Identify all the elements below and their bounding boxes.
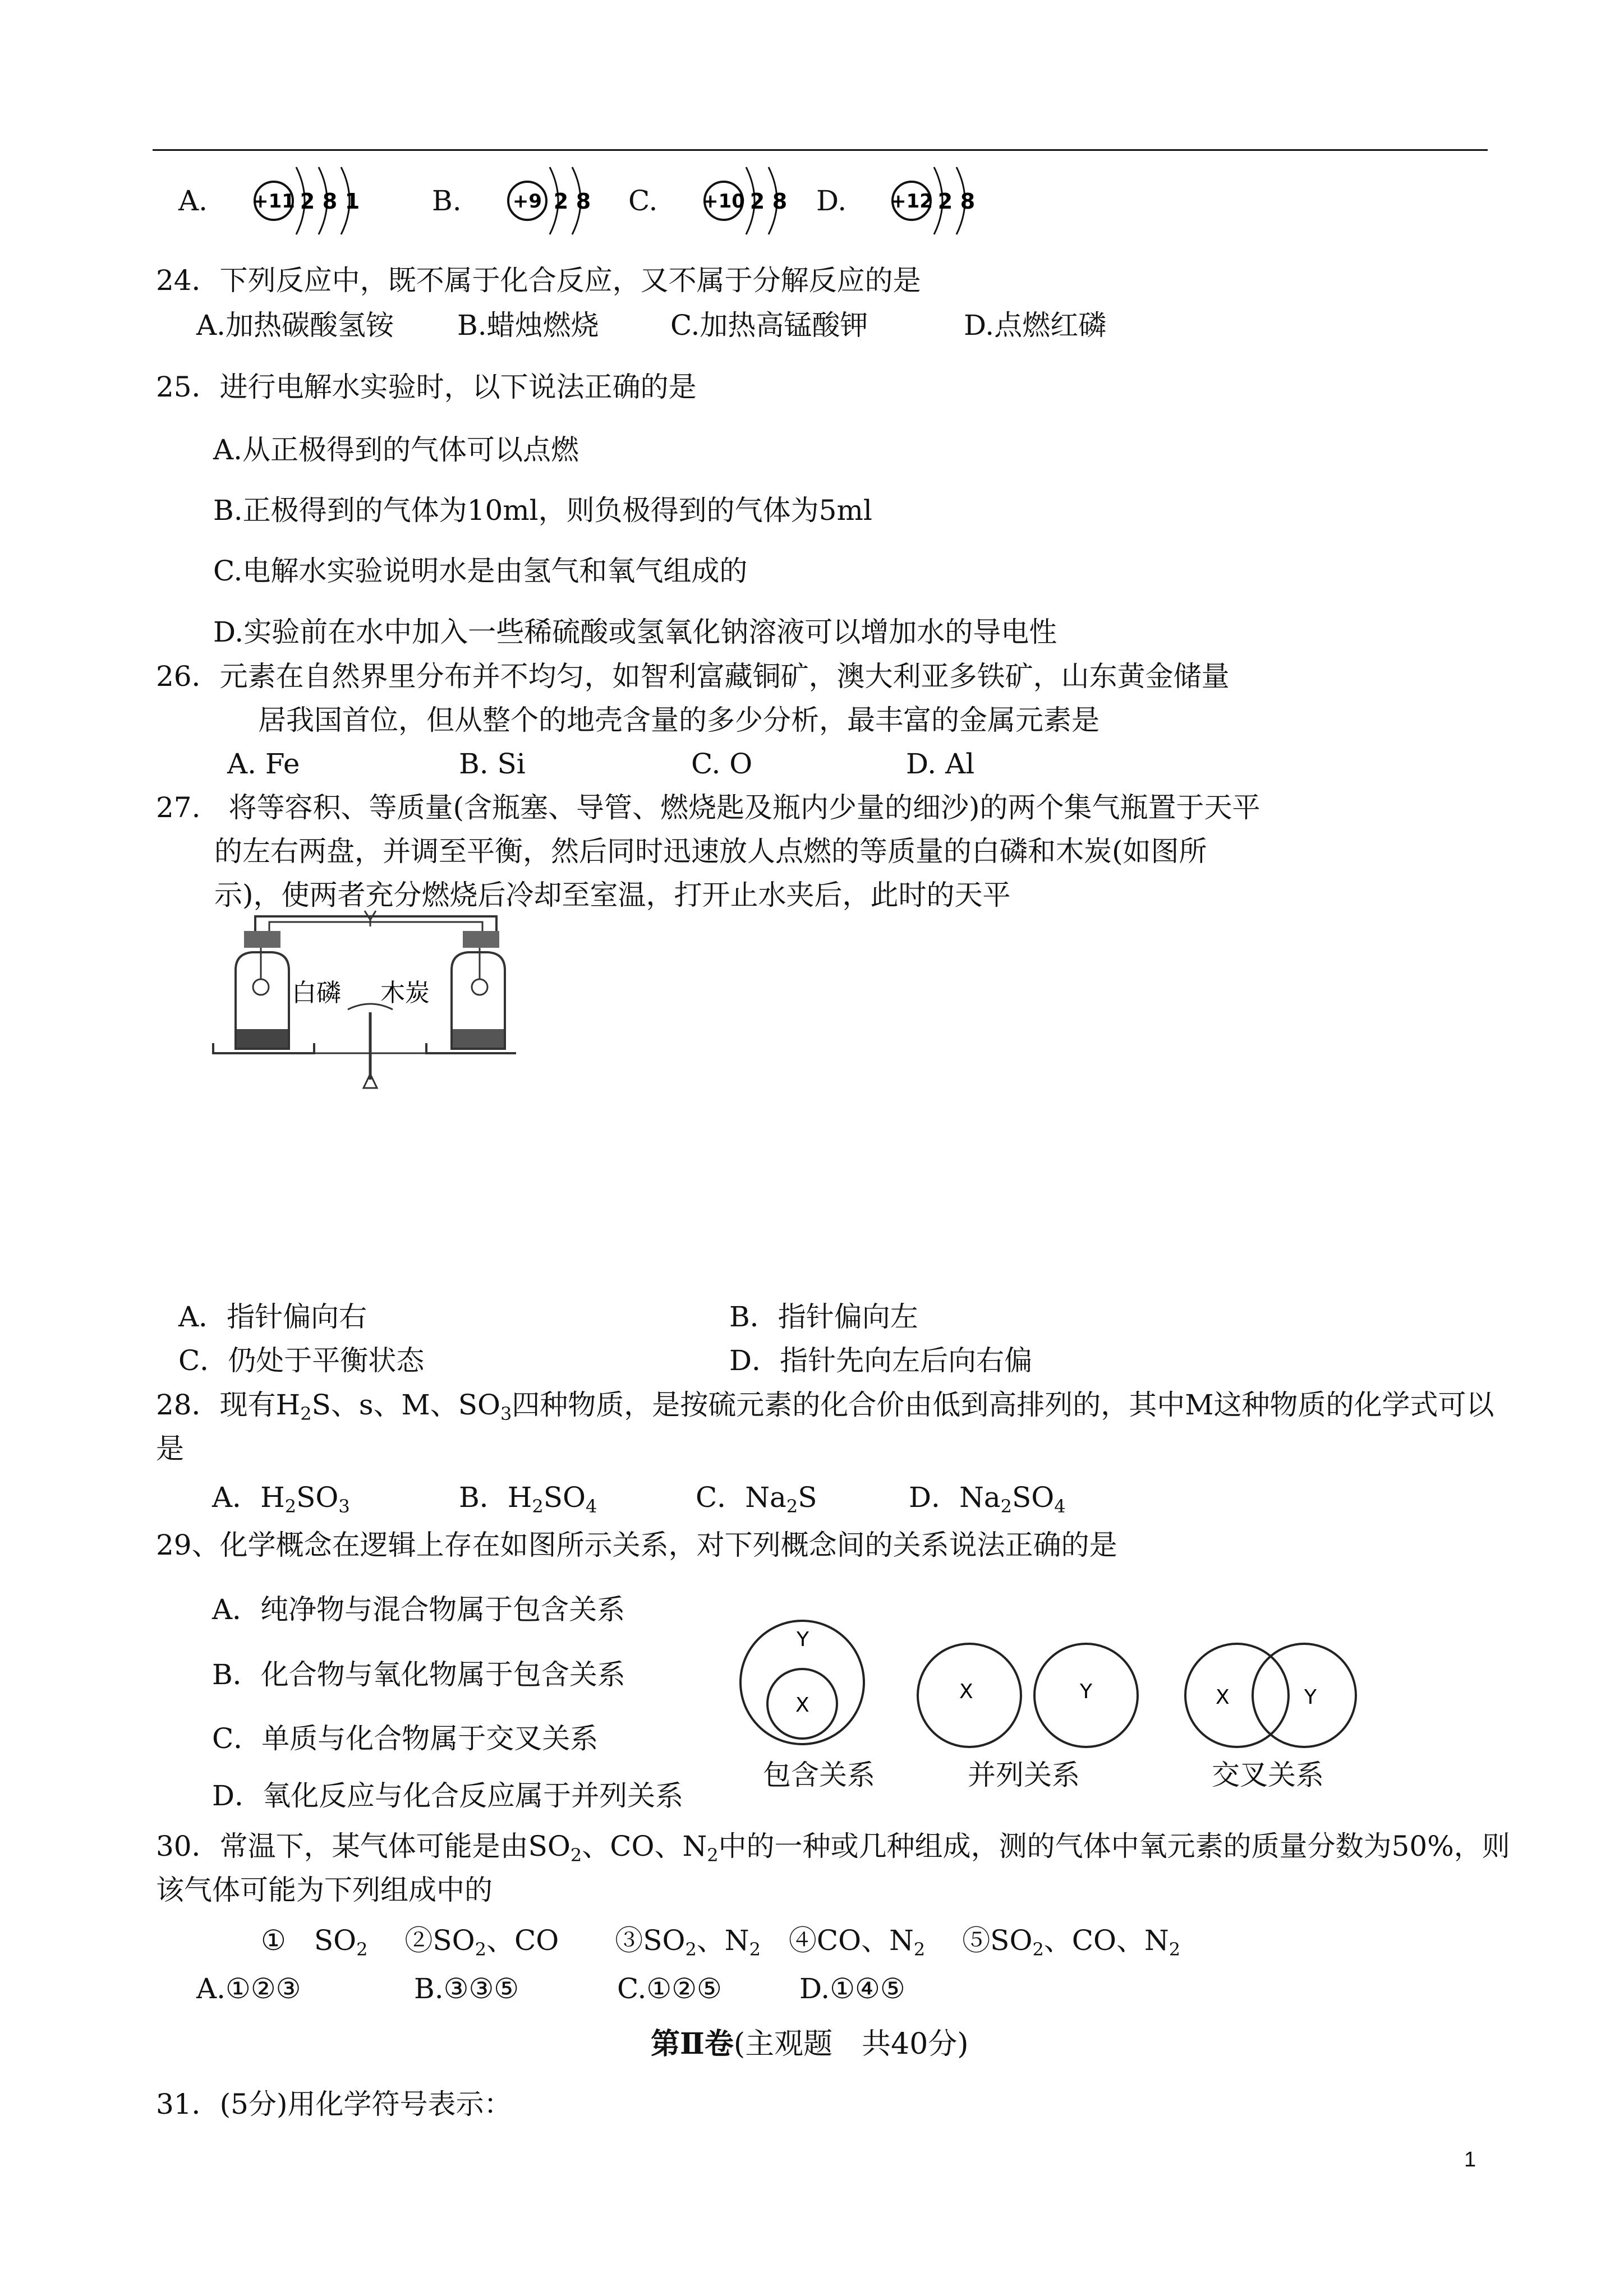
venn-parallel-right: Y [1080,1680,1092,1703]
venn-cross-label: 交叉关系 [1212,1759,1324,1791]
q27-stem-line1: 27. 将等容积、等质量(含瓶塞、导管、燃烧匙及瓶内少量的细沙)的两个集气瓶置于天平 [156,791,1260,824]
venn-inclusion-label: 包含关系 [763,1759,875,1791]
q28-option-b: B．$H_2SO_4$ [459,1481,597,1517]
atom-structure-diagram [701,163,813,238]
q29-option-b: B．化合物与氧化物属于包含关系 [212,1658,625,1691]
label-charcoal: 木炭 [380,979,430,1007]
q25-option-d: D.实验前在水中加入一些稀硫酸或氢氧化钠溶液可以增加水的导电性 [213,616,1057,648]
shell-electron-count: 8 [322,189,338,214]
q29-option-a: A．纯净物与混合物属于包含关系 [212,1593,625,1626]
q28-option-d: D．$Na_2SO_4$ [909,1481,1066,1517]
q31-stem: 31．(5分)用化学符号表示： [156,2088,512,2120]
venn-inclusion-outer: Y [797,1628,809,1651]
q28-option-a: A．$H_2SO_3$ [212,1481,350,1517]
q28-option-c: C．$Na_2S$ [696,1481,817,1517]
header-rule [153,149,1488,151]
label-white-phosphorus: 白磷 [292,979,341,1007]
shell-electron-count: 2 [300,189,315,214]
q28-stem: 28．现有$H_2S$、s、M、$SO_3$四种物质，是按硫元素的化合价由低到高排列的，其中M这种物质的化学式可以 [156,1389,1494,1424]
atom-structure-diagram [251,163,392,238]
q24-option-b: B.蜡烛燃烧 [457,309,599,342]
atom-structure-diagram [889,163,1001,238]
venn-parallel [914,1640,1144,1755]
q24-option-c: C.加热高锰酸钾 [670,309,868,342]
nucleus-charge: +12 [890,190,933,213]
q26-option-d: D. Al [906,748,975,780]
q25-stem: 25．进行电解水实验时，以下说法正确的是 [156,371,697,403]
q27-option-c: C．仍处于平衡状态 [178,1344,425,1377]
q26-option-c: C. O [691,748,753,780]
q25-option-b: B.正极得到的气体为10ml，则负极得到的气体为5ml [213,494,872,527]
q27-option-b: B．指针偏向左 [729,1301,918,1333]
q30-combinations: ① $SO_2$ $②SO_2$、CO $③SO_2$、$N_2$ ④CO、$N_2$ $⑤SO_2$、CO、$N_2$ [261,1924,1181,1960]
q27-apparatus-figure [202,909,516,1101]
q24-stem: 24．下列反应中，既不属于化合反应，又不属于分解反应的是 [156,264,921,297]
q27-stem-line2: 的左右两盘，并调至平衡，然后同时迅速放人点燃的等质量的白磷和木炭(如图所 [214,835,1207,868]
page-number: 1 [1464,2148,1476,2171]
section-2-title: 第Ⅱ卷(主观题 共40分) [651,2027,969,2061]
venn-cross-right: Y [1304,1686,1317,1709]
q26-option-b: B. Si [459,748,526,780]
venn-cross [1181,1640,1360,1755]
q29-option-d: D．氧化反应与化合反应属于并列关系 [212,1779,684,1812]
q27-option-d: D．指针先向左后向右偏 [729,1344,1033,1377]
q25-option-a: A.从正极得到的气体可以点燃 [213,434,579,466]
shell-electron-count: 8 [576,189,591,214]
venn-inclusion-inner: X [795,1694,809,1717]
nucleus-charge: +10 [702,190,745,213]
q30-option-c: C.①②⑤ [617,1972,722,2005]
venn-cross-left: X [1216,1686,1230,1709]
shell-electron-count: 8 [772,189,788,214]
venn-parallel-left: X [959,1680,973,1703]
balance-diagram [202,909,516,1099]
shell-electron-count: 2 [937,189,953,214]
nucleus-charge: +9 [512,190,542,213]
q30-option-a: A.①②③ [196,1972,301,2005]
shell-electron-count: 1 [344,189,360,214]
q26-option-a: A. Fe [227,748,300,780]
venn-parallel-label: 并列关系 [968,1759,1080,1791]
q30-stem: 30．常温下，某气体可能是由$SO_2$、CO、$N_2$中的一种或几种组成，测的气体中氧元素的质量分数为50%，则 [156,1830,1510,1866]
q29-stem: 29、化学概念在逻辑上存在如图所示关系，对下列概念间的关系说法正确的是 [156,1529,1117,1561]
shell-electron-count: 2 [749,189,765,214]
q23-option-letter: C. [628,185,658,217]
nucleus-charge: +11 [252,190,295,213]
q26-stem-line2: 居我国首位，但从整个的地壳含量的多少分析，最丰富的金属元素是 [258,704,1099,736]
q30-option-b: B.③③⑤ [414,1972,519,2005]
q30-option-d: D.①④⑤ [799,1972,905,2005]
q30-stem-line2: 该气体可能为下列组成中的 [156,1874,493,1906]
venn-inclusion [735,1615,869,1752]
q23-option-letter: B. [432,185,462,217]
q27-stem-line3: 示)，使两者充分燃烧后冷却至室温，打开止水夹后，此时的天平 [214,879,1011,911]
q29-option-c: C．单质与化合物属于交叉关系 [212,1722,599,1755]
q25-option-c: C.电解水实验说明水是由氢气和氧气组成的 [213,555,748,587]
q24-option-d: D.点燃红磷 [964,309,1107,342]
shell-electron-count: 2 [553,189,569,214]
q24-option-a: A.加热碳酸氢铵 [196,309,394,342]
shell-electron-count: 8 [960,189,976,214]
q23-option-letter: D. [816,185,847,217]
q28-stem-line2: 是 [156,1432,184,1465]
q23-option-letter: A. [178,185,208,217]
q27-option-a: A．指针偏向右 [178,1301,367,1333]
q26-stem-line1: 26．元素在自然界里分布并不均匀，如智利富藏铜矿，澳大利亚多铁矿，山东黄金储量 [156,660,1230,693]
atom-structure-diagram [505,163,617,238]
